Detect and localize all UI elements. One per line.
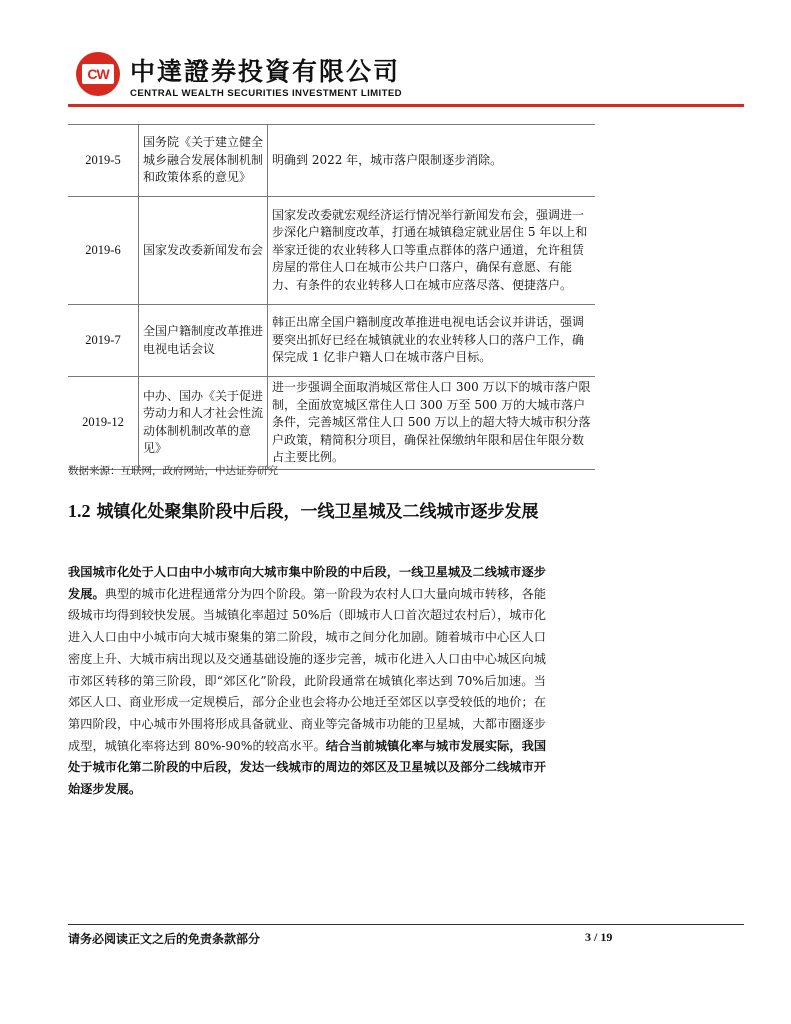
- issuer-cell: 国家发改委新闻发布会: [139, 197, 268, 305]
- policy-table: [68, 124, 595, 470]
- content-cell: 国家发改委就宏观经济运行情况举行新闻发布会，强调进一步深化户籍制度改革，打通在城镇稳定就业居住 5 年以上和举家迁徙的农业转移人口等重点群体的落户通道，允许租赁房屋的常住人口在城市公共户口落户，确保有意愿、有能力、有条件的农业转移人口在城市应落尽落、便捷落户。: [268, 197, 596, 305]
- year-cell: 2019-12: [68, 377, 139, 470]
- year-cell: 2019-6: [68, 197, 139, 305]
- content-cell: 进一步强调全面取消城区常住人口 300 万以下的城市落户限制，全面放宽城区常住人口 300 万至 500 万的大城市落户条件，完善城区常住人口 500 万以上的超大特大城市积分落户政策，精简积分项目，确保社保缴纳年限和居住年限分数占主要比例。: [268, 377, 596, 470]
- disclaimer-note: 请务必阅读正文之后的免责条款部分: [68, 932, 261, 946]
- paragraph-body: 典型的城市化进程通常分为四个阶段。第一阶段为农村人口大量向城市转移，各能级城市均得到较快发展。当城镇化率超过 50%后（即城市人口首次超过农村后），城市化进入人口由中小城市向大城市聚集的第二阶段，城市之间分化加剧。随着城市中心区人口密度上升、大城市病出现以及交通基础设施的逐步完善，城市化进入人口由中心城区向城市郊区转移的第三阶段，即“郊区化”阶段，此阶段通常在城镇化率达到 70%后加速。当郊区人口、商业形成一定规模后，部分企业也会将办公地迁至郊区以享受较低的地价；在第四阶段，中心城市外围将形成具备就业、商业等完备城市功能的卫星城，大都市圈逐步成型，城镇化率将达到 80%-90%的较高水平。: [68, 586, 547, 753]
- company-name-en: CENTRAL WEALTH SECURITIES INVESTMENT LIMITED: [130, 88, 403, 99]
- logo-text: CW: [82, 64, 114, 84]
- table-row: [68, 197, 595, 305]
- year-cell: 2019-5: [68, 125, 139, 197]
- company-name-cn: 中達證券投資有限公司: [130, 57, 401, 86]
- issuer-cell: 全国户籍制度改革推进电视电话会议: [139, 305, 268, 377]
- section-title-text: 城镇化处聚集阶段中后段，一线卫星城及二线城市逐步发展: [96, 502, 539, 522]
- page-header: [68, 40, 744, 110]
- issuer-cell: 国务院《关于建立健全城乡融合发展体制机制和政策体系的意见》: [139, 125, 268, 197]
- header-divider: [68, 104, 744, 107]
- section-number: 1.2: [68, 501, 91, 521]
- year-cell: 2019-7: [68, 305, 139, 377]
- table-source-note: 数据来源：互联网，政府网站，中达证券研究: [68, 465, 278, 477]
- company-logo-icon: [76, 52, 120, 96]
- table-row: [68, 377, 595, 470]
- footer-divider: [68, 924, 744, 925]
- section-heading: [68, 491, 588, 532]
- table-row: [68, 305, 595, 377]
- paragraph-lead-bold: 我国城市化处于人口由中小城市向大城市集中阶段的中后段，一线卫星城及二线城市逐步发展。: [68, 565, 546, 601]
- paragraph-conclusion-bold: 结合当前城镇化率与城市发展实际，我国处于城市化第二阶段的中后段，发达一线城市的周边的郊区及卫星城以及部分二线城市开始逐步发展。: [68, 738, 547, 797]
- body-paragraph: [68, 562, 546, 801]
- page-number: 3 / 19: [585, 930, 613, 944]
- issuer-cell: 中办、国办《关于促进劳动力和人才社会性流动体制机制改革的意见》: [139, 377, 268, 470]
- content-cell: 韩正出席全国户籍制度改革推进电视电话会议并讲话，强调要突出抓好已经在城镇就业的农业转移人口的落户工作，确保完成 1 亿非户籍人口在城市落户目标。: [268, 305, 596, 377]
- table-row: [68, 125, 595, 197]
- content-cell: 明确到 2022 年，城市落户限制逐步消除。: [268, 125, 596, 197]
